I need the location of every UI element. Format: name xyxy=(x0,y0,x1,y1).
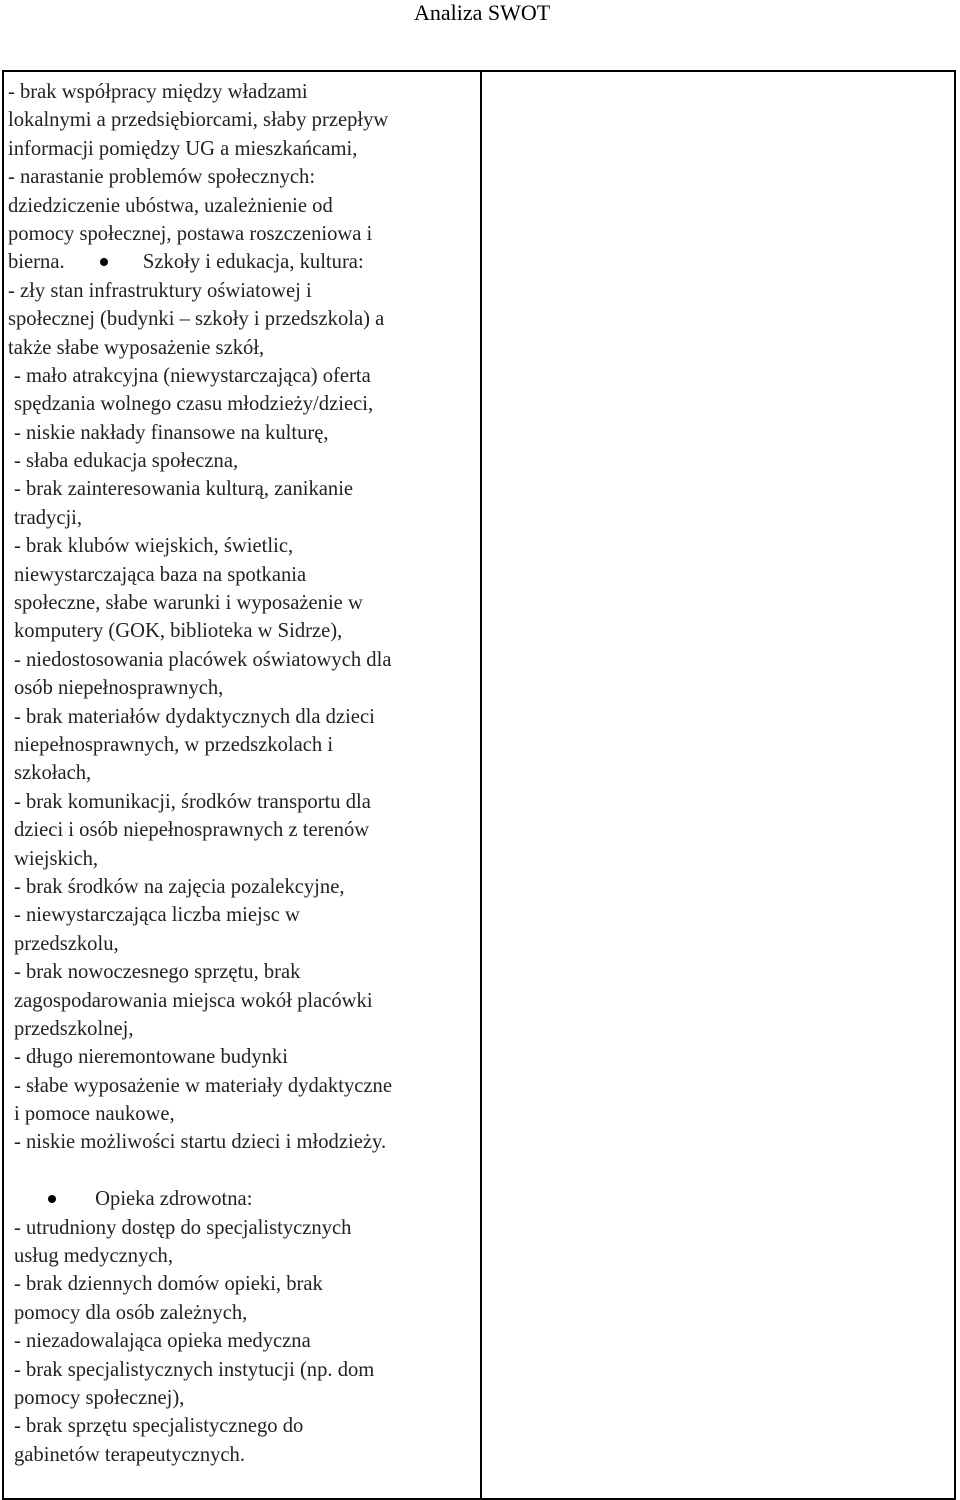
text-line: - zły stan infrastruktury oświatowej i xyxy=(8,279,312,302)
text-line: - brak specjalistycznych instytucji (np. dom xyxy=(14,1358,375,1381)
text-line: - długo nieremontowane budynki xyxy=(14,1046,288,1069)
text-line: - brak współpracy między władzami xyxy=(8,81,308,103)
text-line: szkołach, xyxy=(14,762,92,785)
text-line: społecznej (budynki – szkoły i przedszkola) a xyxy=(8,308,385,331)
text-line: pomocy społecznej), xyxy=(14,1386,185,1409)
text-line: - brak komunikacji, środków transportu dla xyxy=(14,790,371,813)
spacer xyxy=(8,1157,478,1185)
text-line: informacji pomiędzy UG a mieszkańcami, xyxy=(8,137,358,160)
text-line: - słaba edukacja społeczna, xyxy=(14,450,239,473)
text-line: - brak środków na zajęcia pozalekcyjne, xyxy=(14,875,345,898)
text-line: wiejskich, xyxy=(14,847,99,870)
section-heading-row xyxy=(8,1185,478,1213)
text-line: także słabe wyposażenie szkół, xyxy=(8,336,265,359)
text-line: - niewystarczająca liczba miejsc w xyxy=(14,904,300,927)
text-line: przedszkolu, xyxy=(14,932,119,955)
text-line: - brak klubów wiejskich, świetlic, xyxy=(14,535,294,558)
text-line: przedszkolnej, xyxy=(14,1017,134,1040)
text-line: osób niepełnosprawnych, xyxy=(14,677,224,700)
text-line: - brak nowoczesnego sprzętu, brak xyxy=(14,961,301,984)
text-line: spędzania wolnego czasu młodzieży/dzieci, xyxy=(14,393,374,416)
bullet-icon xyxy=(48,1195,56,1203)
text-line: - brak sprzętu specjalistycznego do xyxy=(14,1415,304,1438)
text-line: zagospodarowania miejsca wokół placówki xyxy=(14,989,373,1012)
text-line: komputery (GOK, biblioteka w Sidrze), xyxy=(14,620,343,643)
text-line: tradycji, xyxy=(14,506,83,529)
text-line: pomocy społecznej, postawa roszczeniowa i xyxy=(8,222,373,245)
text-line: i pomoce naukowe, xyxy=(14,1103,175,1126)
text-line: - niskie nakłady finansowe na kulturę, xyxy=(14,421,329,444)
section-heading-education: Szkoły i edukacja, kultura: xyxy=(142,251,364,274)
text-line: - brak dziennych domów opieki, brak xyxy=(14,1273,323,1296)
text-line: - niskie możliwości startu dzieci i młodzieży. xyxy=(14,1131,387,1154)
text-line: niepełnosprawnych, w przedszkolach i xyxy=(14,733,334,756)
text-line: - utrudniony dostęp do specjalistycznych xyxy=(14,1216,352,1239)
text-line: - mało atrakcyjna (niewystarczająca) oferta xyxy=(14,364,371,387)
text-line: gabinetów terapeutycznych. xyxy=(14,1443,246,1466)
text-line: usług medycznych, xyxy=(14,1245,173,1268)
text-line: - niedostosowania placówek oświatowych dla xyxy=(14,648,392,671)
section-heading-row xyxy=(8,248,478,276)
text-line: lokalnymi a przedsiębiorcami, słaby przepływ xyxy=(8,109,389,132)
text-line: społeczne, słabe warunki i wyposażenie w xyxy=(14,592,363,615)
swot-table xyxy=(2,70,956,1500)
text-fragment: bierna. xyxy=(8,251,65,274)
weaknesses-cell xyxy=(8,78,478,1469)
text-line: - brak zainteresowania kulturą, zanikanie xyxy=(14,478,354,501)
empty-right-cell xyxy=(482,72,954,1498)
page-title: Analiza SWOT xyxy=(414,0,551,25)
text-line: niewystarczająca baza na spotkania xyxy=(14,563,307,586)
text-line: dzieci i osób niepełnosprawnych z terenów xyxy=(14,819,370,842)
text-line: - niezadowalająca opieka medyczna xyxy=(14,1330,311,1353)
section-heading-health: Opieka zdrowotna: xyxy=(95,1188,253,1211)
text-line: dziedziczenie ubóstwa, uzależnienie od xyxy=(8,194,333,217)
text-line: - słabe wyposażenie w materiały dydaktyczne xyxy=(14,1074,392,1097)
bullet-icon xyxy=(100,258,108,266)
text-line: - brak materiałów dydaktycznych dla dzieci xyxy=(14,705,375,728)
text-line: pomocy dla osób zależnych, xyxy=(14,1301,248,1324)
text-line: - narastanie problemów społecznych: xyxy=(8,166,316,189)
